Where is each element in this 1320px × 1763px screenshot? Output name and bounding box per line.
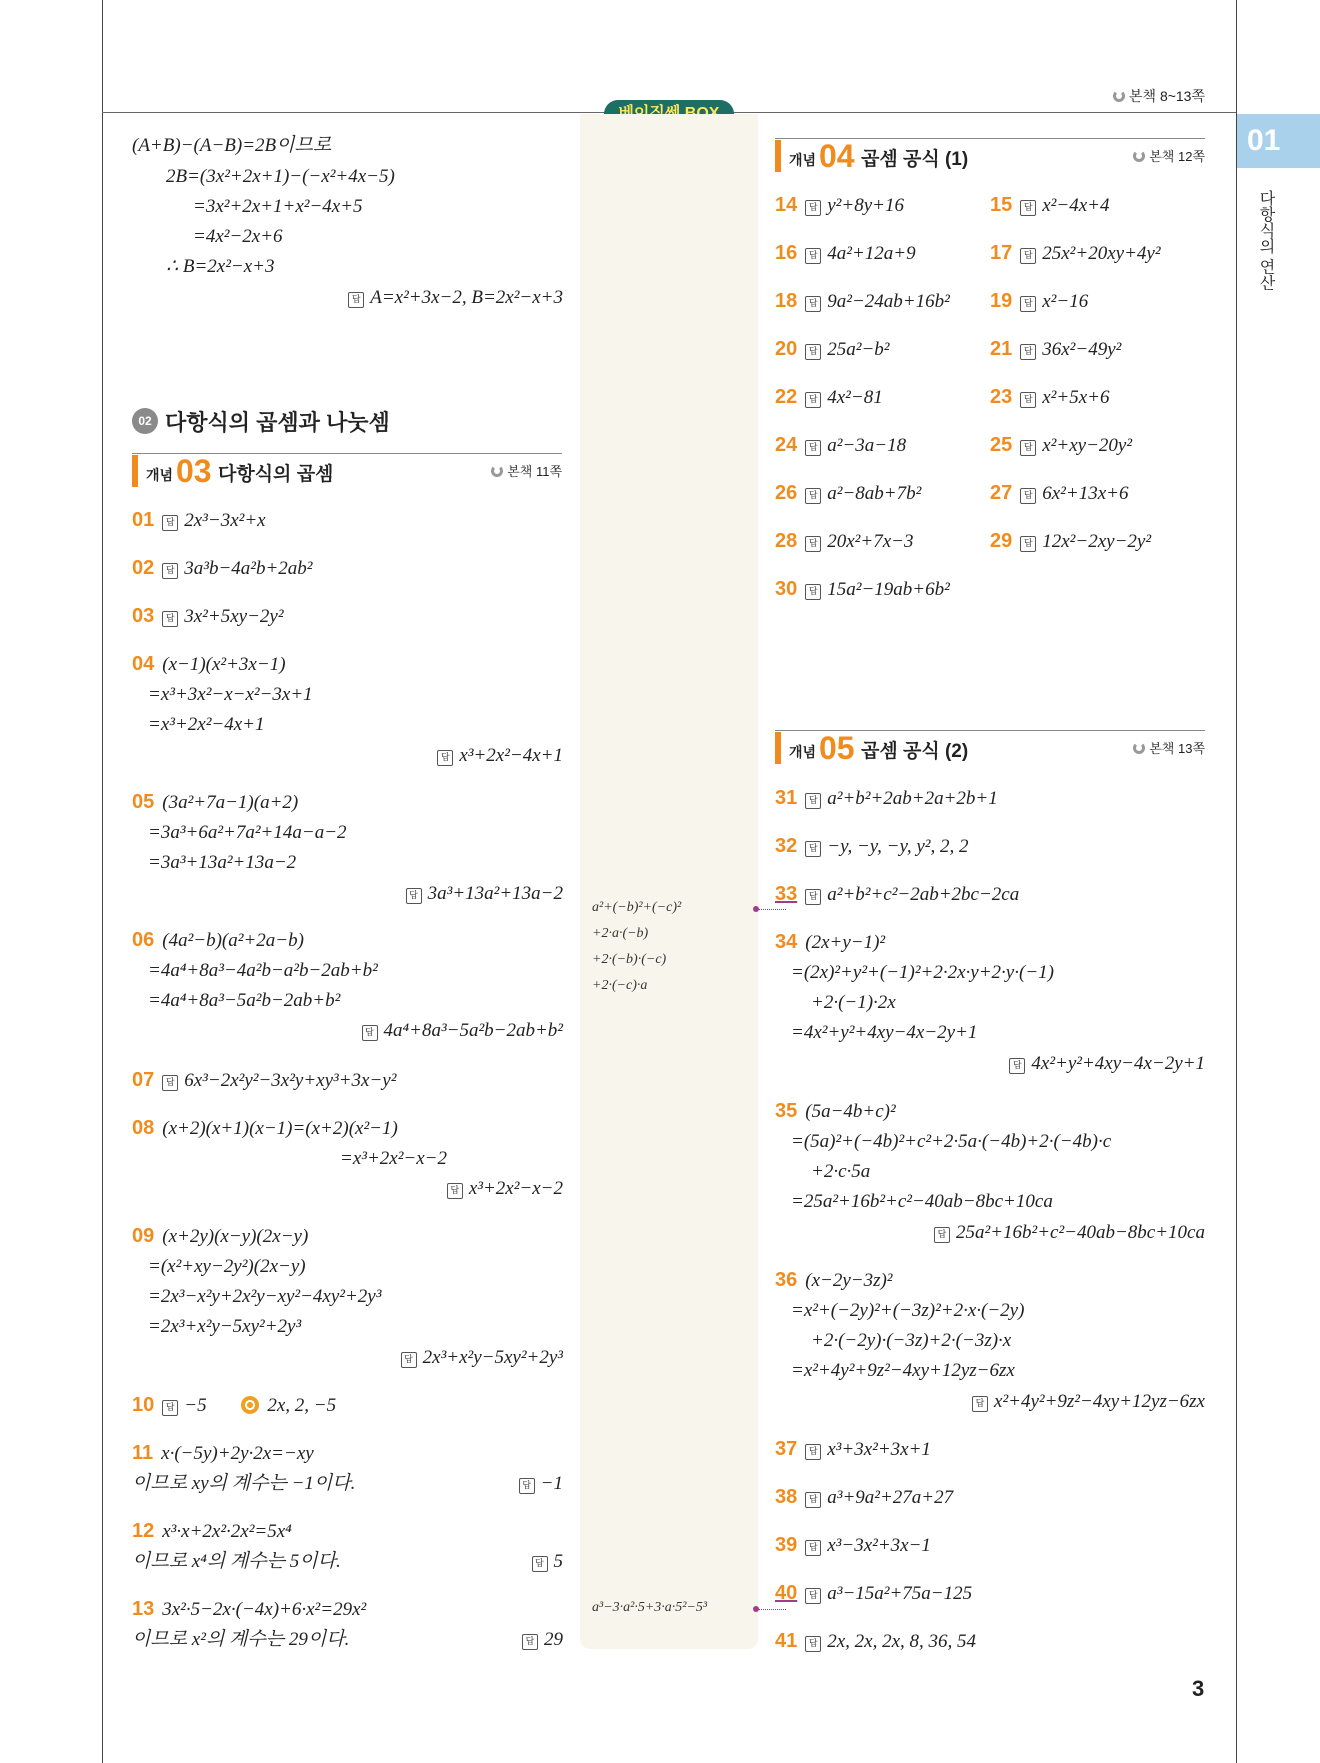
answer-line: 답 29 xyxy=(522,1628,563,1652)
problem-15: 15 답 x²−4x+4 xyxy=(990,194,1110,216)
answer-icon: 답 xyxy=(1020,488,1036,504)
answer-icon: 답 xyxy=(522,1634,538,1650)
answer-icon: 답 xyxy=(519,1478,535,1494)
problem-33: 33 답 a²+b²+c²−2ab+2bc−2ca xyxy=(775,883,1020,905)
answer-icon: 답 xyxy=(805,841,821,857)
text-line: 2B=(3x²+2x+1)−(−x²+4x−5) xyxy=(166,166,395,187)
problem-32: 32 답 −y, −y, −y, y², 2, 2 xyxy=(775,835,969,857)
pointer-line xyxy=(756,1609,786,1610)
answer-icon: 답 xyxy=(805,440,821,456)
problem-37: 37 답 x³+3x²+3x+1 xyxy=(775,1438,931,1460)
answer-line: 답 A=x²+3x−2, B=2x²−x+3 xyxy=(348,286,563,310)
side-note: a²+(−b)²+(−c)² xyxy=(592,900,682,915)
problem-29: 29 답 12x²−2xy−2y² xyxy=(990,530,1152,552)
problem-18: 18 답 9a²−24ab+16b² xyxy=(775,290,950,312)
text-line: =3a³+13a²+13a−2 xyxy=(148,852,297,873)
problem-30: 30 답 15a²−19ab+6b² xyxy=(775,578,950,600)
answer-line: 답 x³+2x²−4x+1 xyxy=(437,744,563,768)
answer-icon: 답 xyxy=(805,1444,821,1460)
answer-icon: 답 xyxy=(805,344,821,360)
problem-07: 07 답 6x³−2x²y²−3x²y+xy³+3x−y² xyxy=(132,1069,397,1091)
header-ref: 본책 8~13쪽 xyxy=(1113,86,1205,106)
target-icon xyxy=(241,1396,259,1414)
answer-icon: 답 xyxy=(805,200,821,216)
problem-11: 11 x·(−5y)+2y·2x=−xy xyxy=(132,1442,314,1464)
answer-icon: 답 xyxy=(805,584,821,600)
refresh-icon xyxy=(491,465,503,477)
problem-27: 27 답 6x²+13x+6 xyxy=(990,482,1129,504)
problem-08: 08 (x+2)(x+1)(x−1)=(x+2)(x²−1) xyxy=(132,1117,398,1139)
answer-icon: 답 xyxy=(1009,1058,1025,1074)
text-line: +2·(−2y)·(−3z)+2·(−3z)·x xyxy=(811,1330,1012,1351)
answer-line: 답 25a²+16b²+c²−40ab−8bc+10ca xyxy=(934,1221,1205,1245)
text-line: =4x²−2x+6 xyxy=(193,226,283,247)
problem-24: 24 답 a²−3a−18 xyxy=(775,434,907,456)
answer-icon: 답 xyxy=(162,1400,178,1416)
text-line: ∴ B=2x²−x+3 xyxy=(166,256,275,277)
answer-line: 답 3a³+13a²+13a−2 xyxy=(406,882,563,906)
problem-35: 35 (5a−4b+c)² xyxy=(775,1100,896,1122)
problem-31: 31 답 a²+b²+2ab+2a+2b+1 xyxy=(775,787,998,809)
side-note: +2·a·(−b) xyxy=(592,926,649,941)
problem-20: 20 답 25a²−b² xyxy=(775,338,890,360)
refresh-icon xyxy=(1113,90,1125,102)
pointer-dot xyxy=(753,1606,759,1612)
answer-icon: 답 xyxy=(1020,296,1036,312)
answer-icon: 답 xyxy=(805,248,821,264)
problem-06: 06 (4a²−b)(a²+2a−b) xyxy=(132,929,304,951)
problem-05: 05 (3a²+7a−1)(a+2) xyxy=(132,791,299,813)
problem-10: 10 답 −5 2x, 2, −5 xyxy=(132,1394,337,1416)
pointer-dot xyxy=(753,906,759,912)
answer-line: 답 4a⁴+8a³−5a²b−2ab+b² xyxy=(362,1019,563,1043)
problem-04: 04 (x−1)(x²+3x−1) xyxy=(132,653,286,675)
problem-25: 25 답 x²+xy−20y² xyxy=(990,434,1133,456)
answer-line: 답 x³+2x²−x−2 xyxy=(447,1177,563,1201)
text-line: =2x³+x²y−5xy²+2y³ xyxy=(148,1316,302,1337)
problem-21: 21 답 36x²−49y² xyxy=(990,338,1122,360)
problem-22: 22 답 4x²−81 xyxy=(775,386,883,408)
answer-icon: 답 xyxy=(805,889,821,905)
answer-icon: 답 xyxy=(162,563,178,579)
problem-40: 40 답 a³−15a²+75a−125 xyxy=(775,1582,973,1604)
text-line: =3a³+6a²+7a²+14a−a−2 xyxy=(148,822,347,843)
answer-icon: 답 xyxy=(162,1075,178,1091)
text-line: =25a²+16b²+c²−40ab−8bc+10ca xyxy=(791,1191,1053,1212)
text-line: =x³+2x²−x−2 xyxy=(340,1148,447,1169)
answer-icon: 답 xyxy=(1020,200,1036,216)
text-line: 이므로 x²의 계수는 29이다. xyxy=(132,1629,350,1650)
problem-38: 38 답 a³+9a²+27a+27 xyxy=(775,1486,954,1508)
page-number: 3 xyxy=(1192,1676,1205,1701)
side-note: +2·(−c)·a xyxy=(592,978,648,993)
right-margin-line xyxy=(1236,0,1237,1763)
problem-19: 19 답 x²−16 xyxy=(990,290,1089,312)
answer-icon: 답 xyxy=(805,1588,821,1604)
left-margin-line xyxy=(102,0,103,1763)
text-line: =2x³−x²y+2x²y−xy²−4xy²+2y³ xyxy=(148,1286,382,1307)
problem-13: 13 3x²·5−2x·(−4x)+6·x²=29x² xyxy=(132,1598,367,1620)
answer-icon: 답 xyxy=(1020,248,1036,264)
problem-26: 26 답 a²−8ab+7b² xyxy=(775,482,922,504)
answer-line: 답 4x²+y²+4xy−4x−2y+1 xyxy=(1009,1052,1205,1076)
answer-icon: 답 xyxy=(348,292,364,308)
problem-16: 16 답 4a²+12a+9 xyxy=(775,242,916,264)
side-note: a³−3·a²·5+3·a·5²−5³ xyxy=(592,1600,708,1615)
answer-icon: 답 xyxy=(972,1396,988,1412)
text-line: =4a⁴+8a³−5a²b−2ab+b² xyxy=(148,990,341,1011)
section-title: 다항식의 곱셈과 나눗셈 xyxy=(165,410,390,435)
answer-icon: 답 xyxy=(805,536,821,552)
problem-03: 03 답 3x²+5xy−2y² xyxy=(132,605,284,627)
problem-28: 28 답 20x²+7x−3 xyxy=(775,530,914,552)
answer-icon: 답 xyxy=(162,611,178,627)
answer-line: 답 −1 xyxy=(519,1472,563,1496)
answer-icon: 답 xyxy=(1020,392,1036,408)
concept-04-header: 개념 04 곱셈 공식 (1) 본책 12쪽 xyxy=(775,140,1205,172)
answer-icon: 답 xyxy=(447,1183,463,1199)
answer-icon: 답 xyxy=(805,1492,821,1508)
answer-icon: 답 xyxy=(805,793,821,809)
side-note: +2·(−b)·(−c) xyxy=(592,952,667,967)
answer-icon: 답 xyxy=(1020,344,1036,360)
concept-05-header: 개념 05 곱셈 공식 (2) 본책 13쪽 xyxy=(775,732,1205,764)
answer-icon: 답 xyxy=(805,392,821,408)
answer-line: 답 x²+4y²+9z²−4xy+12yz−6zx xyxy=(972,1390,1205,1414)
text-line: 이므로 xy의 계수는 −1이다. xyxy=(132,1473,356,1494)
problem-14: 14 답 y²+8y+16 xyxy=(775,194,904,216)
answer-icon: 답 xyxy=(805,296,821,312)
answer-icon: 답 xyxy=(437,750,453,766)
text-line: +2·c·5a xyxy=(811,1161,871,1182)
basic-box-column xyxy=(580,114,758,1649)
text-line: =3x²+2x+1+x²−4x+5 xyxy=(193,196,363,217)
answer-icon: 답 xyxy=(934,1227,950,1243)
refresh-icon xyxy=(1133,150,1145,162)
text-line: =x³+3x²−x−x²−3x+1 xyxy=(148,684,313,705)
answer-line: 답 5 xyxy=(532,1550,564,1574)
problem-02: 02 답 3a³b−4a²b+2ab² xyxy=(132,557,313,579)
problem-09: 09 (x+2y)(x−y)(2x−y) xyxy=(132,1225,309,1247)
answer-icon: 답 xyxy=(805,1540,821,1556)
problem-17: 17 답 25x²+20xy+4y² xyxy=(990,242,1161,264)
answer-line: 답 2x³+x²y−5xy²+2y³ xyxy=(401,1346,563,1370)
problem-12: 12 x³·x+2x²·2x²=5x⁴ xyxy=(132,1520,292,1542)
refresh-icon xyxy=(1133,742,1145,754)
answer-icon: 답 xyxy=(532,1556,548,1572)
text-line: =x²+4y²+9z²−4xy+12yz−6zx xyxy=(791,1360,1015,1381)
answer-icon: 답 xyxy=(362,1025,378,1041)
text-line: =(x²+xy−2y²)(2x−y) xyxy=(148,1256,306,1277)
problem-36: 36 (x−2y−3z)² xyxy=(775,1269,893,1291)
problem-23: 23 답 x²+5x+6 xyxy=(990,386,1110,408)
text-line: =4a⁴+8a³−4a²b−a²b−2ab+b² xyxy=(148,960,378,981)
chapter-tab-title: 다항식의 연산 xyxy=(1257,190,1274,291)
answer-icon: 답 xyxy=(805,488,821,504)
problem-39: 39 답 x³−3x²+3x−1 xyxy=(775,1534,931,1556)
text-line: =x³+2x²−4x+1 xyxy=(148,714,265,735)
answer-icon: 답 xyxy=(162,515,178,531)
answer-icon: 답 xyxy=(406,888,422,904)
text-line: =(2x)²+y²+(−1)²+2·2x·y+2·y·(−1) xyxy=(791,962,1054,983)
text-line: =(5a)²+(−4b)²+c²+2·5a·(−4b)+2·(−4b)·c xyxy=(791,1131,1112,1152)
answer-icon: 답 xyxy=(1020,440,1036,456)
pointer-line xyxy=(756,909,786,910)
answer-icon: 답 xyxy=(1020,536,1036,552)
problem-01: 01 답 2x³−3x²+x xyxy=(132,509,266,531)
answer-icon: 답 xyxy=(805,1636,821,1652)
text-line: (A+B)−(A−B)=2B이므로 xyxy=(132,135,332,156)
problem-41: 41 답 2x, 2x, 2x, 8, 36, 54 xyxy=(775,1630,977,1652)
text-line: =4x²+y²+4xy−4x−2y+1 xyxy=(791,1022,978,1043)
section-badge: 02 xyxy=(132,408,158,434)
answer-icon: 답 xyxy=(401,1352,417,1368)
concept-03-header: 개념 03 다항식의 곱셈 본책 11쪽 xyxy=(132,455,562,487)
text-line: +2·(−1)·2x xyxy=(811,992,896,1013)
problem-34: 34 (2x+y−1)² xyxy=(775,931,886,953)
text-line: =x²+(−2y)²+(−3z)²+2·x·(−2y) xyxy=(791,1300,1025,1321)
chapter-tab-number: 01 xyxy=(1237,114,1320,168)
text-line: 이므로 x⁴의 계수는 5이다. xyxy=(132,1551,341,1572)
